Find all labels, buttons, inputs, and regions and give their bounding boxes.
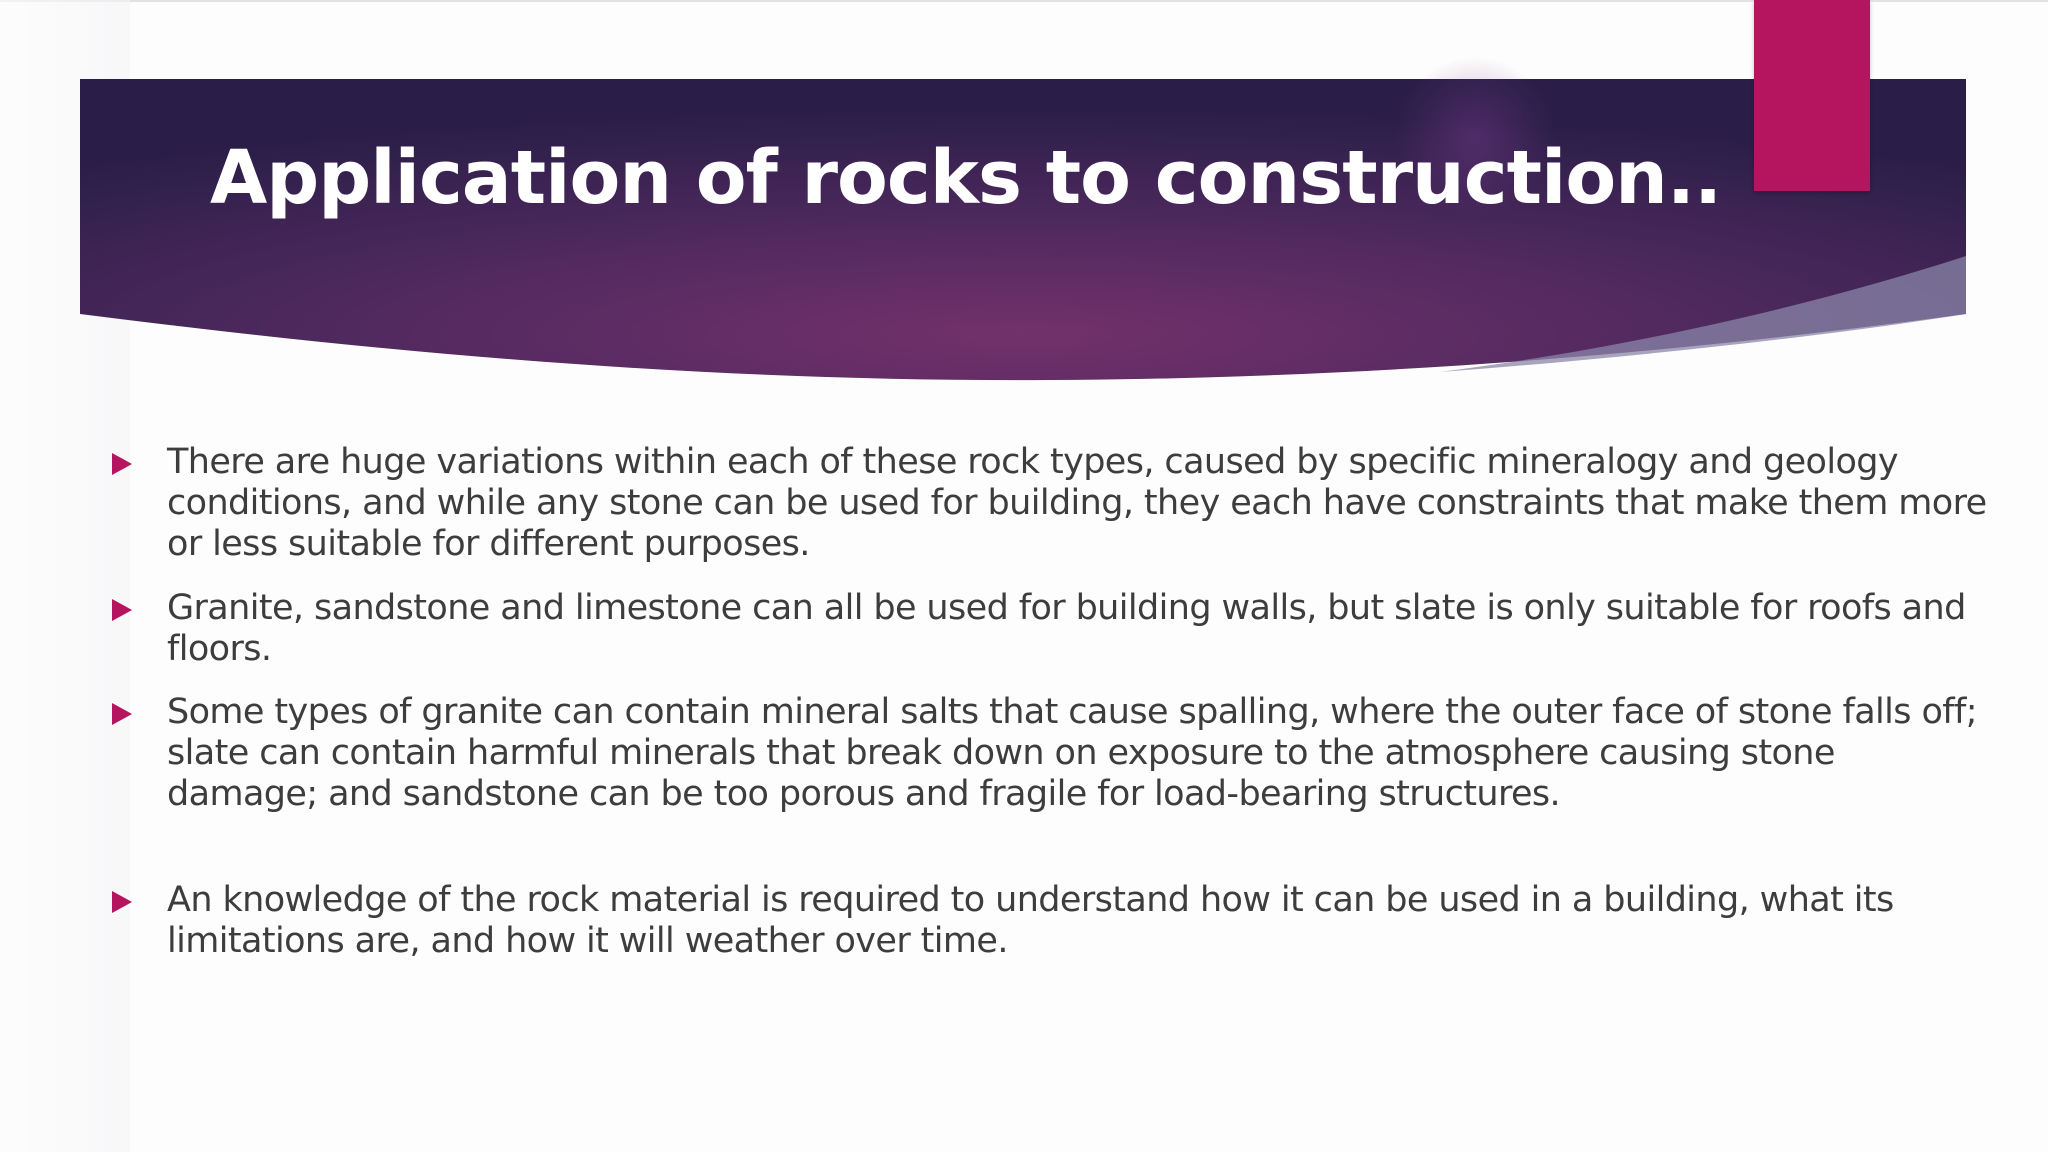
bullet-arrow-icon: [112, 891, 132, 913]
bullet-item: [112, 692, 1992, 815]
bullet-item: [112, 442, 1992, 565]
bullet-arrow-icon: [112, 453, 132, 475]
bullet-text: There are huge variations within each of these rock types, caused by specific mineralogy and geology conditions, and while any stone can be used for building, they each have constraints that make them more or less suitable for different purposes.: [167, 442, 1987, 564]
bullet-text: Granite, sandstone and limestone can all be used for building walls, but slate is only suitable for roofs and floors.: [167, 588, 1966, 669]
bullet-item: [112, 880, 1992, 962]
bullet-item: [112, 588, 1992, 670]
bullet-text: An knowledge of the rock material is required to understand how it can be used in a building, what its limitations are, and how it will weather over time.: [167, 880, 1894, 961]
bullet-arrow-icon: [112, 703, 132, 725]
bullet-text: Some types of granite can contain mineral salts that cause spalling, where the outer face of stone falls off; slate can contain harmful minerals that break down on exposure to the atmosphere causing stone damage; and sandstone can be too porous and fragile for load-bearing structures.: [167, 692, 1977, 814]
bullet-arrow-icon: [112, 599, 132, 621]
accent-tab: [1754, 0, 1870, 191]
slide-title: Application of rocks to construction..: [210, 135, 1722, 221]
